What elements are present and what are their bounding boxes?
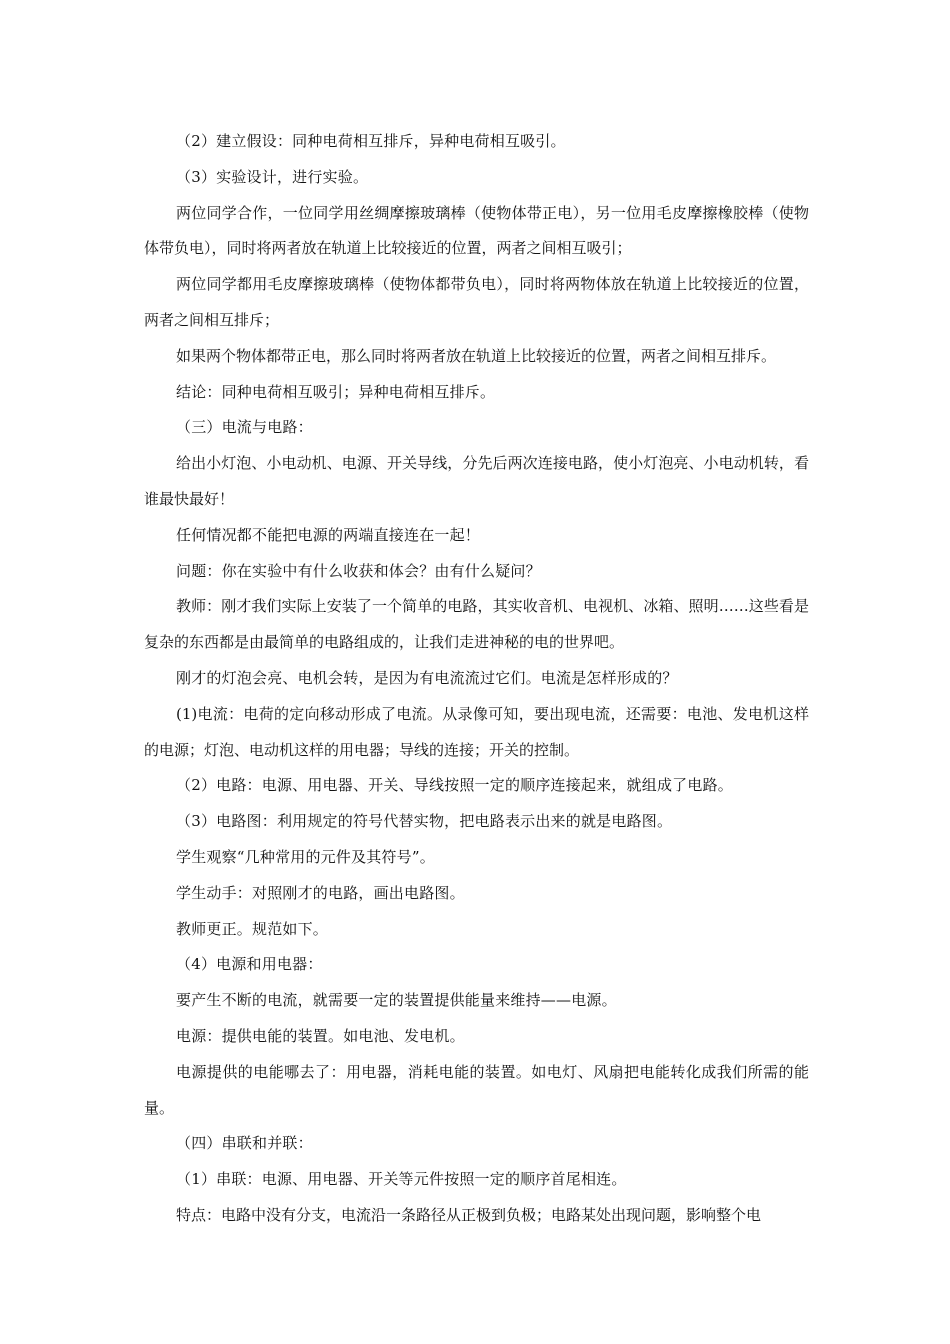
paragraph-teacher-correction: 教师更正。规范如下。 <box>176 919 329 938</box>
section-heading-series-parallel: （四）串联和并联： <box>176 1134 313 1153</box>
paragraph-source-appliance-heading: （4）电源和用电器： <box>176 955 323 974</box>
paragraph-warning: 任何情况都不能把电源的两端直接连在一起！ <box>176 525 481 544</box>
section-heading-current-circuit: （三）电流与电路： <box>176 418 313 437</box>
paragraph-observe-symbols: 学生观察“几种常用的元件及其符号”。 <box>176 847 435 866</box>
paragraph-task: 给出小灯泡、小电动机、电源、开关导线，分先后两次连接电路，使小灯泡亮、小电动机转，看谁最快最好！ <box>144 454 809 508</box>
paragraph-appliance: 电源提供的电能哪去了：用电器，消耗电能的装置。如电灯、风扇把电能转化成我们所需的能量。 <box>144 1062 809 1117</box>
paragraph-circuit-diagram: （3）电路图：利用规定的符号代替实物，把电路表示出来的就是电路图。 <box>176 812 673 831</box>
paragraph-hypothesis: （2）建立假设：同种电荷相互排斥，异种电荷相互吸引。 <box>176 132 566 150</box>
paragraph-experiment-design: （3）实验设计，进行实验。 <box>176 167 369 186</box>
paragraph-power-source: 电源：提供电能的装置。如电池、发电机。 <box>176 1026 465 1045</box>
paragraph-experiment-2: 两位同学都用毛皮摩擦玻璃棒（使物体都带负电），同时将两物体放在轨道上比较接近的位置，两者之间相互排斥； <box>144 275 809 329</box>
paragraph-conclusion: 结论：同种电荷相互吸引；异种电荷相互排斥。 <box>176 382 496 401</box>
paragraph-series-features: 特点：电路中没有分支，电流沿一条路径从正极到负极；电路某处出现问题，影响整个电 <box>176 1205 762 1224</box>
paragraph-why-current: 刚才的灯泡会亮、电机会转，是因为有电流流过它们。电流是怎样形成的？ <box>176 668 678 687</box>
paragraph-experiment-3: 如果两个物体都带正电，那么同时将两者放在轨道上比较接近的位置，两者之间相互排斥。 <box>176 346 777 365</box>
paragraph-current-definition: (1)电流：电荷的定向移动形成了电流。从录像可知，要出现电流，还需要：电池、发电机这样的电源；灯泡、电动机这样的用电器；导线的连接；开关的控制。 <box>144 704 809 759</box>
paragraph-teacher: 教师：刚才我们实际上安装了一个简单的电路，其实收音机、电视机、冰箱、照明……这些看是复杂的东西都是由最简单的电路组成的，让我们走进神秘的电的世界吧。 <box>144 597 809 652</box>
paragraph-circuit-definition: （2）电路：电源、用电器、开关、导线按照一定的顺序连接起来，就组成了电路。 <box>176 776 733 795</box>
paragraph-draw-diagram: 学生动手：对照刚才的电路，画出电路图。 <box>176 883 465 902</box>
paragraph-question: 问题：你在实验中有什么收获和体会？由有什么疑问？ <box>176 561 541 580</box>
paragraph-experiment-1: 两位同学合作，一位同学用丝绸摩擦玻璃棒（使物体带正电），另一位用毛皮摩擦橡胶棒（使物体带负电），同时将两者放在轨道上比较接近的位置，两者之间相互吸引； <box>144 203 809 258</box>
paragraph-continuous-current: 要产生不断的电流，就需要一定的装置提供能量来维持——电源。 <box>176 991 617 1010</box>
paragraph-series: （1）串联：电源、用电器、开关等元件按照一定的顺序首尾相连。 <box>176 1170 627 1189</box>
document-body <box>144 124 809 1234</box>
